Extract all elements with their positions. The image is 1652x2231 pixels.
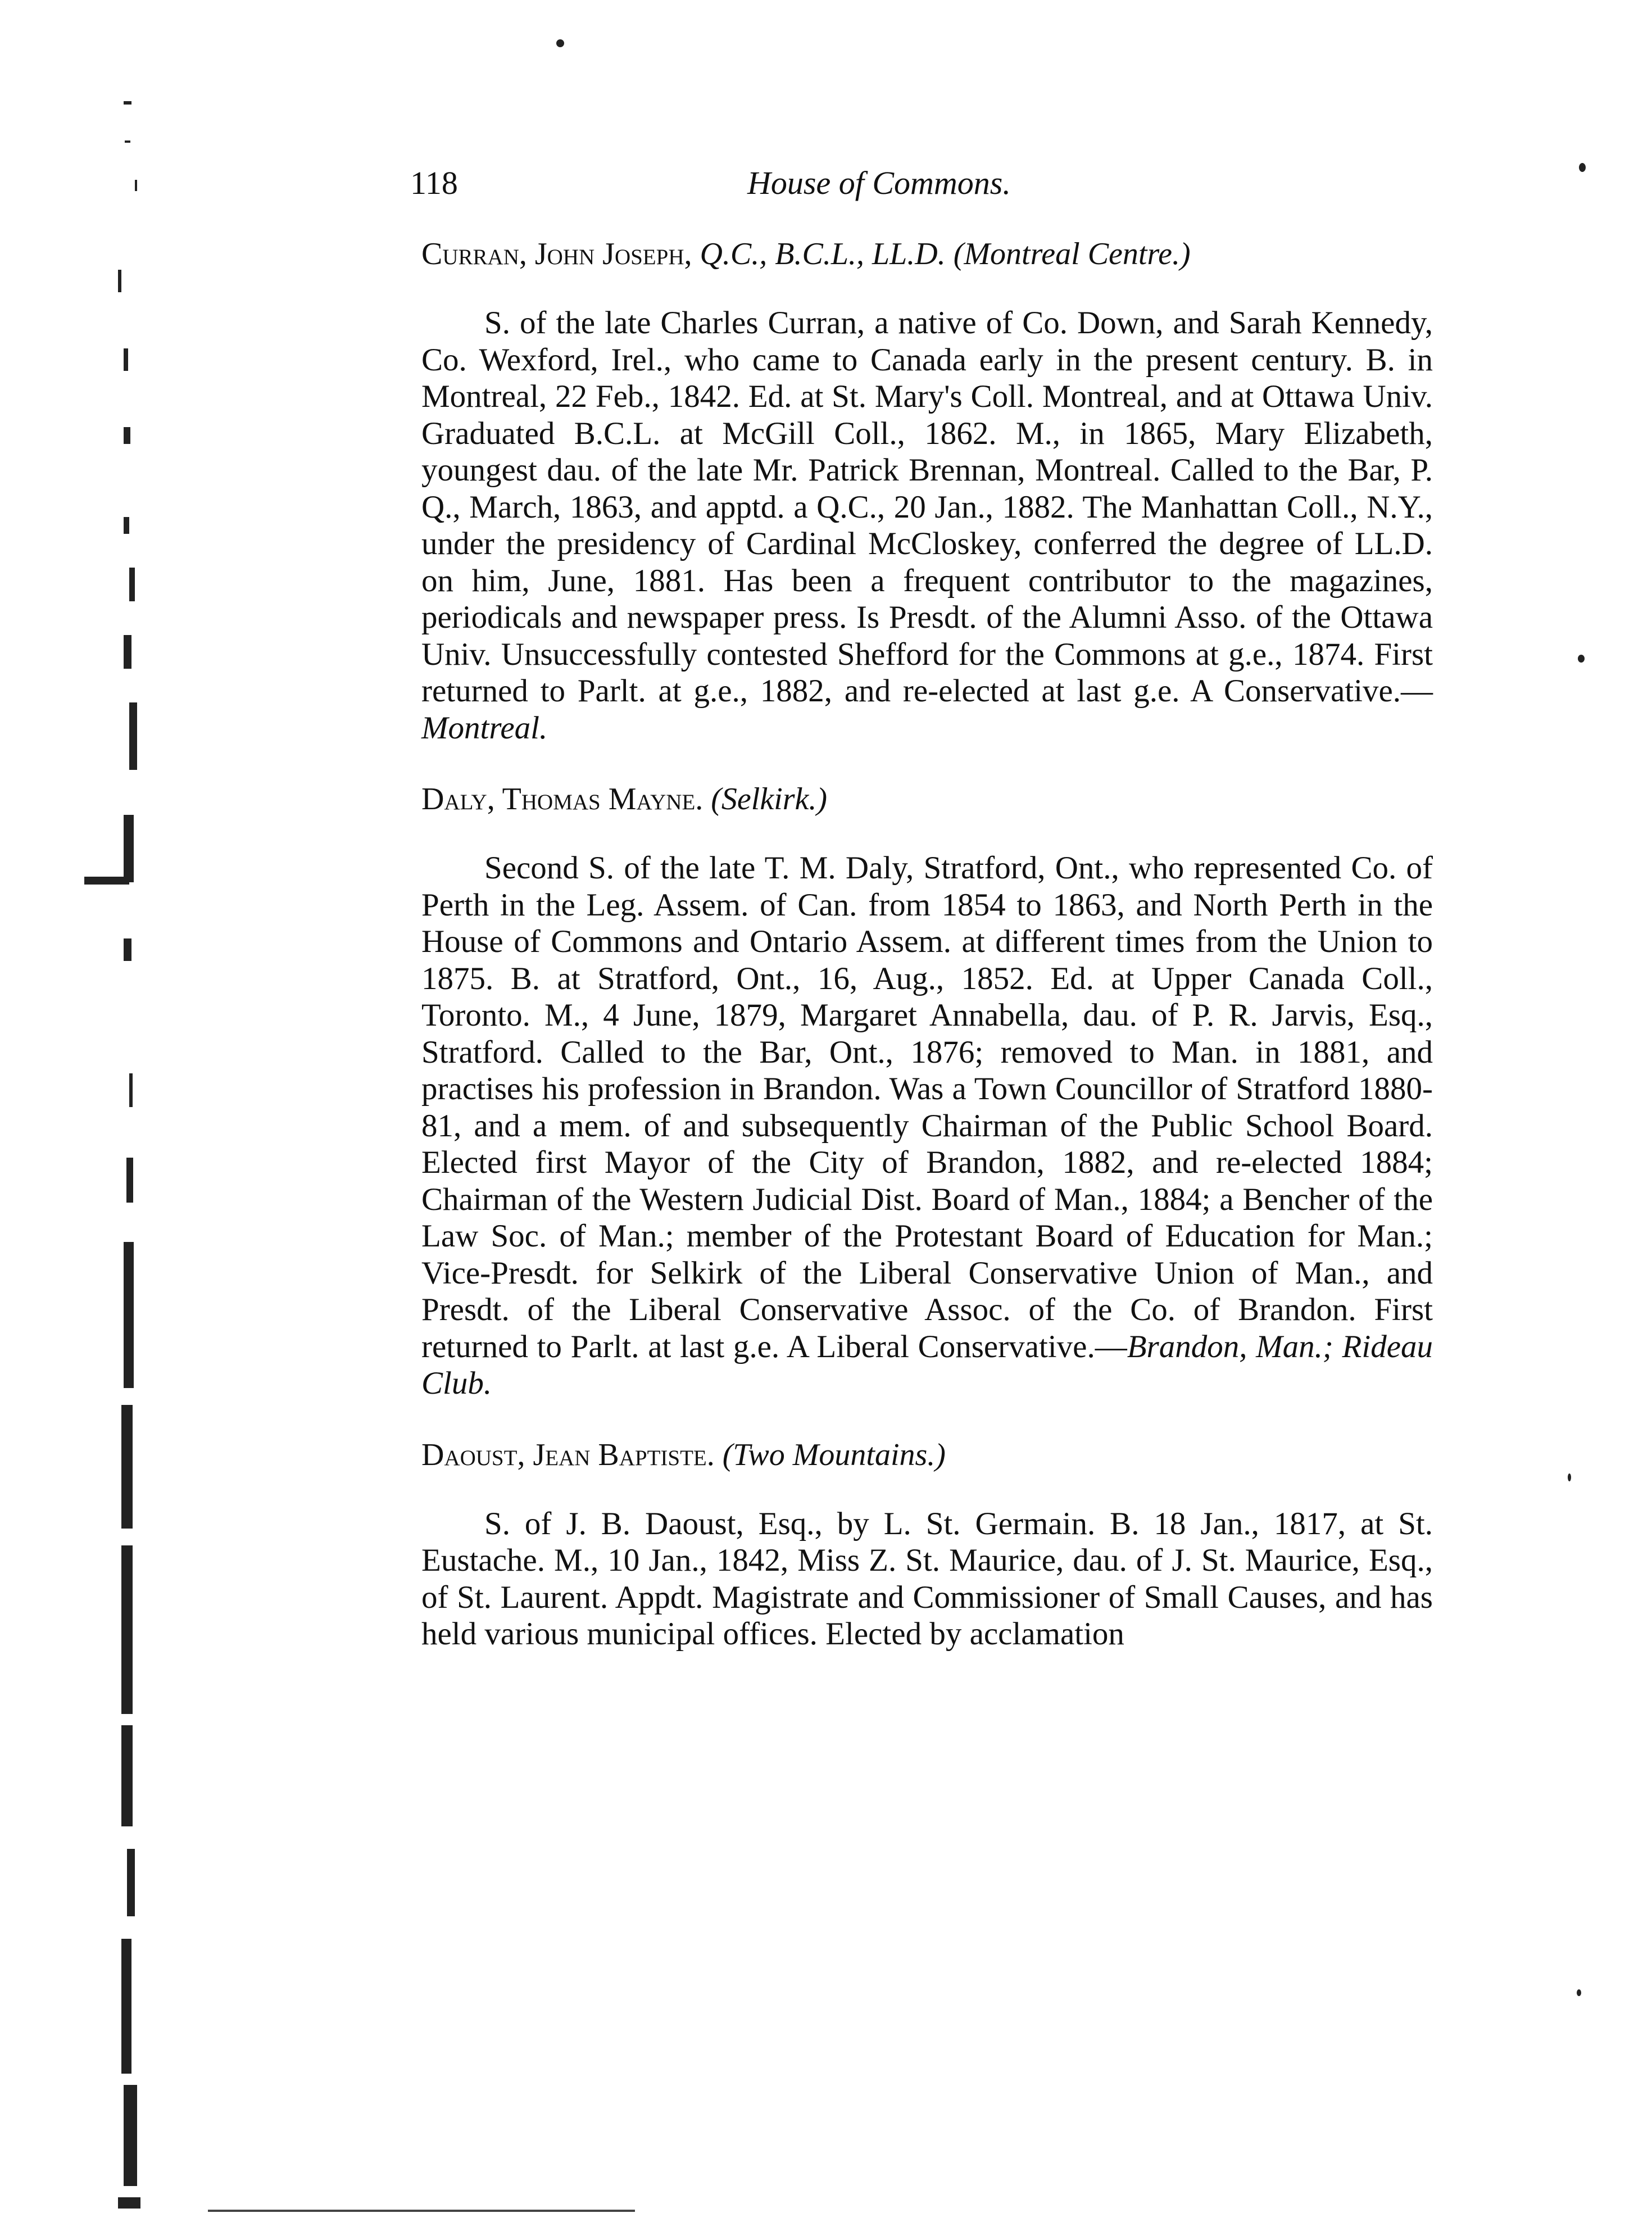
entry-riding: (Two Mountains.) — [722, 1437, 946, 1472]
entry-text: S. of the late Charles Curran, a native of Co. Down, and Sarah Kennedy, Co. Wexford, Irel., who came to Canada early in the present century. B. in Montreal, 22 Feb., 1842. Ed. at St. Mary's Coll. Montreal, and at Ottawa Univ. Graduated B.C.L. at McGill Coll., 1862. M., in 1865, Mary Elizabeth, youngest dau. of the late Mr. Patrick Brennan, Montreal. Called to the Bar, P. Q., March, 1863, and apptd. a Q.C., 20 Jan., 1882. The Manhattan Coll., N.Y., under the presidency of Cardinal McCloskey, conferred the degree of LL.D. on him, June, 1881. Has been a frequent contributor to the magazines, periodicals and newspaper press. Is Presdt. of the Alumni Asso. of the Ottawa Univ. Unsuccessfully contested Shefford for the Commons at g.e., 1874. First returned to Parlt. at g.e., 1882, and re-elected at last g.e. A Conservative.— — [421, 305, 1433, 709]
entry-daoust — [421, 1437, 1433, 1653]
entry-daly — [421, 781, 1433, 1402]
entry-address: Montreal. — [421, 710, 548, 746]
entry-text: Second S. of the late T. M. Daly, Stratford, Ont., who represented Co. of Perth in the Leg. Assem. of Can. from 1854 to 1863, and North Perth in the House of Commons and Ontario Assem. at different times from the Union to 1875. B. at Stratford, Ont., 16, Aug., 1852. Ed. at Upper Canada Coll., Toronto. M., 4 June, 1879, Margaret Annabella, dau. of P. R. Jarvis, Esq., Stratford. Called to the Bar, Ont., 1876; removed to Man. in 1881, and practises his profession in Brandon. Was a Town Councillor of Stratford 1880-81, and a mem. of and subsequently Chairman of the Public School Board. Elected first Mayor of the City of Brandon, 1882, and re-elected 1884; Chairman of the Western Judicial Dist. Board of Man., 1884; a Bencher of the Law Soc. of Man.; member of the Protestant Board of Education for Man.; Vice-Presdt. for Selkirk of the Liberal Conservative Union of Man., and Presdt. of the Liberal Conservative Assoc. of the Co. of Brandon. First returned to Parlt. at last g.e. A Liberal Conservative.— — [421, 850, 1433, 1364]
entry-credentials: Q.C., B.C.L., LL.D. — [700, 237, 946, 271]
text-block — [421, 236, 1433, 1653]
entry-name: Daly, Thomas Mayne. — [421, 782, 704, 817]
entry-body — [421, 1506, 1433, 1653]
entry-heading — [421, 236, 1433, 272]
entry-name: Curran, John Joseph, — [421, 237, 692, 271]
entry-heading — [421, 1437, 1433, 1473]
bottom-rule — [208, 2210, 635, 2212]
entry-riding: (Selkirk.) — [711, 782, 828, 817]
entry-riding: (Montreal Centre.) — [953, 237, 1191, 271]
binding-gutter — [84, 84, 180, 2220]
entry-curran — [421, 236, 1433, 746]
page-number: 118 — [410, 165, 458, 201]
entry-body — [421, 850, 1433, 1402]
entry-heading — [421, 781, 1433, 817]
page-header — [410, 164, 1438, 203]
entry-text: S. of J. B. Daoust, Esq., by L. St. Germain. B. 18 Jan., 1817, at St. Eustache. M., 10 Jan., 1842, Miss Z. St. Maurice, dau. of J. St. Maurice, Esq., of St. Laurent. Appdt. Magistrate and Commissioner of Small Causes, and has held various municipal offices. Elected by acclamation — [421, 1506, 1433, 1652]
entry-address: Brandon, Man.; Rideau Club. — [421, 1328, 1433, 1401]
running-head: House of Commons. — [747, 165, 1011, 201]
entry-name: Daoust, Jean Baptiste. — [421, 1437, 715, 1472]
entry-body — [421, 305, 1433, 746]
